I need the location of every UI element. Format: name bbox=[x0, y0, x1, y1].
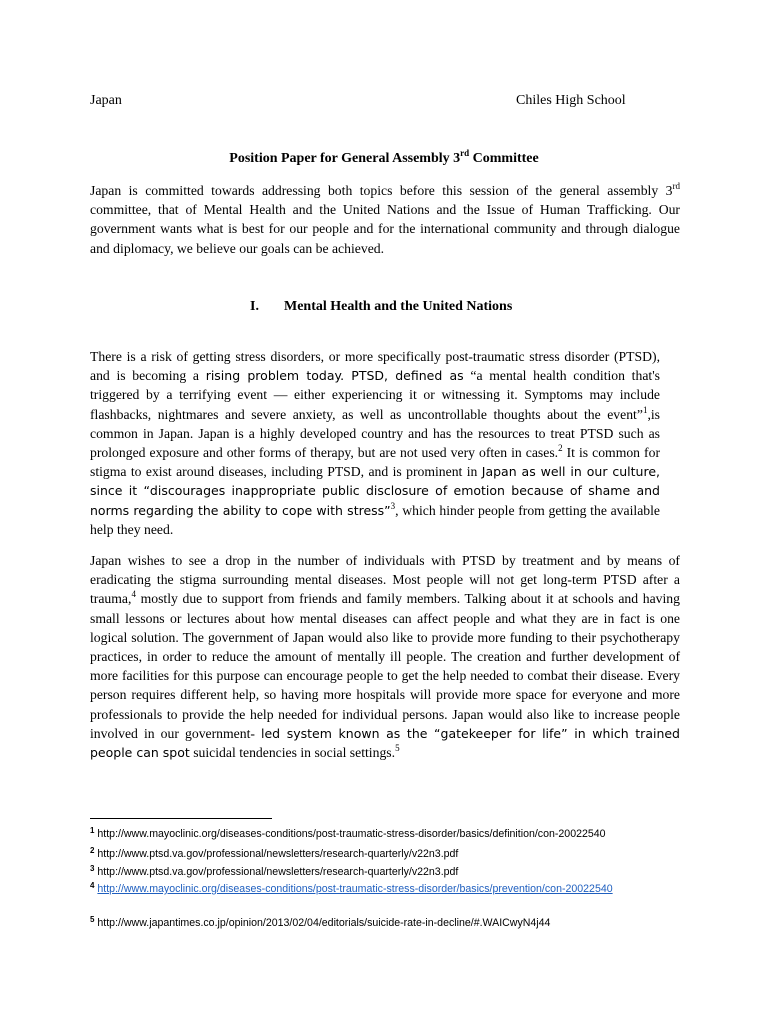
footnote-1-number: 1 bbox=[90, 826, 95, 835]
intro-paragraph bbox=[90, 181, 680, 258]
para1-text-b: rising problem today. PTSD, defined as bbox=[205, 368, 464, 384]
footnote-ref-2: 2 bbox=[558, 443, 563, 454]
footnote-3-url: http://www.ptsd.va.gov/professional/newsletters/research-quarterly/v22n3.pdf bbox=[97, 866, 459, 878]
para2-text-b: mostly due to support from friends and family members. Talking about it at schools and having small lessons or lectures about how mental diseases can affect people and what they are in fact is one logical solution. The government of Japan would also like to provide more funding to their psychotherapy practices, in order to reduce the amount of mentally ill people. The creation and further development of more facilities for this purpose can encourage people to get the help needed to combat their disease. Every person requires different help, so having more hospitals will provide more space for everyone and more professionals to provide the help needed for individual persons. Japan would also like to increase people involved in our government- bbox=[90, 591, 680, 741]
footnote-4 bbox=[90, 882, 613, 896]
para1-text-g: , which hinder people from getting the available help they need. bbox=[90, 502, 660, 537]
intro-text-1: Japan is committed towards addressing both topics before this session of the general assembly 3 bbox=[90, 183, 673, 198]
para1-text-a: There is a risk of getting stress disorders, or more specifically post-traumatic stress disorder (PTSD), and is becoming a bbox=[90, 349, 660, 384]
footnote-5-number: 5 bbox=[90, 915, 95, 924]
header-school: Chiles High School bbox=[516, 93, 626, 108]
document-title bbox=[0, 148, 768, 167]
intro-text-2: committee, that of Mental Health and the United Nations and the Issue of Human Trafficking. Our government wants what is best for our people and for the international community and through dialogue and diplomacy, we believe our goals can be achieved. bbox=[90, 202, 680, 256]
para2-text-d: suicidal tendencies in social settings. bbox=[189, 745, 396, 761]
para1-text-c: “a mental health condition that's triggered by a terrifying event — either experiencing it or witnessing it. Symptoms may include flashbacks, nightmares and severe anxiety, as well as uncontrollable thoughts about the event” bbox=[90, 368, 660, 422]
footnote-1 bbox=[90, 827, 606, 841]
para1-text-e: It is common for stigma to exist around diseases, including PTSD, and is prominent in bbox=[90, 445, 661, 480]
title-tail: Committee bbox=[469, 151, 539, 166]
footnote-ref-4: 4 bbox=[131, 589, 136, 600]
para1-text-f: Japan as well in our culture, since it “discourages inappropriate public disclosure of emotion because of shame and norms regarding the ability to cope with stress” bbox=[90, 464, 660, 518]
footnote-5-url: http://www.japantimes.co.jp/opinion/2013/02/04/editorials/suicide-rate-in-decline/#.WAICwyN4j44 bbox=[97, 917, 551, 929]
para2-text-c: led system known as the “gatekeeper for life” in which trained people can spot bbox=[90, 725, 680, 761]
footnote-divider bbox=[90, 818, 272, 819]
footnote-2-url: http://www.ptsd.va.gov/professional/newsletters/research-quarterly/v22n3.pdf bbox=[97, 848, 459, 860]
footnote-4-link[interactable]: http://www.mayoclinic.org/diseases-conditions/post-traumatic-stress-disorder/basics/prevention/con-20022540 bbox=[97, 883, 613, 895]
para1-text-d: ,is common in Japan. Japan is a highly developed country and has the resources to treat PTSD such as prolonged exposure and other forms of therapy, but are not used very often in cases. bbox=[90, 406, 660, 461]
footnote-4-number: 4 bbox=[90, 881, 95, 890]
footnote-2 bbox=[90, 847, 458, 861]
footnote-ref-1: 1 bbox=[642, 404, 648, 415]
footnote-3 bbox=[90, 865, 458, 879]
para2-text-a: Japan wishes to see a drop in the number of individuals with PTSD by treatment and by means of eradicating the stigma surrounding mental diseases. Most people will not get long-term PTSD after a trauma, bbox=[90, 553, 680, 607]
footnote-2-number: 2 bbox=[90, 846, 95, 855]
footnote-5 bbox=[90, 916, 550, 930]
footnote-ref-5: 5 bbox=[395, 743, 400, 754]
title-text: Position Paper for General Assembly 3 bbox=[229, 151, 461, 166]
section-title: Mental Health and the United Nations bbox=[284, 299, 513, 314]
paragraph-mental-health-1 bbox=[90, 347, 660, 539]
footnote-1-url: http://www.mayoclinic.org/diseases-conditions/post-traumatic-stress-disorder/basics/definition/con-20022540 bbox=[97, 828, 606, 840]
section-number: I. bbox=[250, 299, 259, 314]
footnote-3-number: 3 bbox=[90, 864, 95, 873]
header-country: Japan bbox=[90, 93, 122, 108]
intro-superscript: rd bbox=[672, 181, 680, 191]
footnote-ref-3: 3 bbox=[390, 500, 396, 511]
title-superscript: rd bbox=[460, 148, 470, 158]
paragraph-mental-health-2 bbox=[90, 551, 680, 762]
section-heading bbox=[250, 299, 512, 315]
